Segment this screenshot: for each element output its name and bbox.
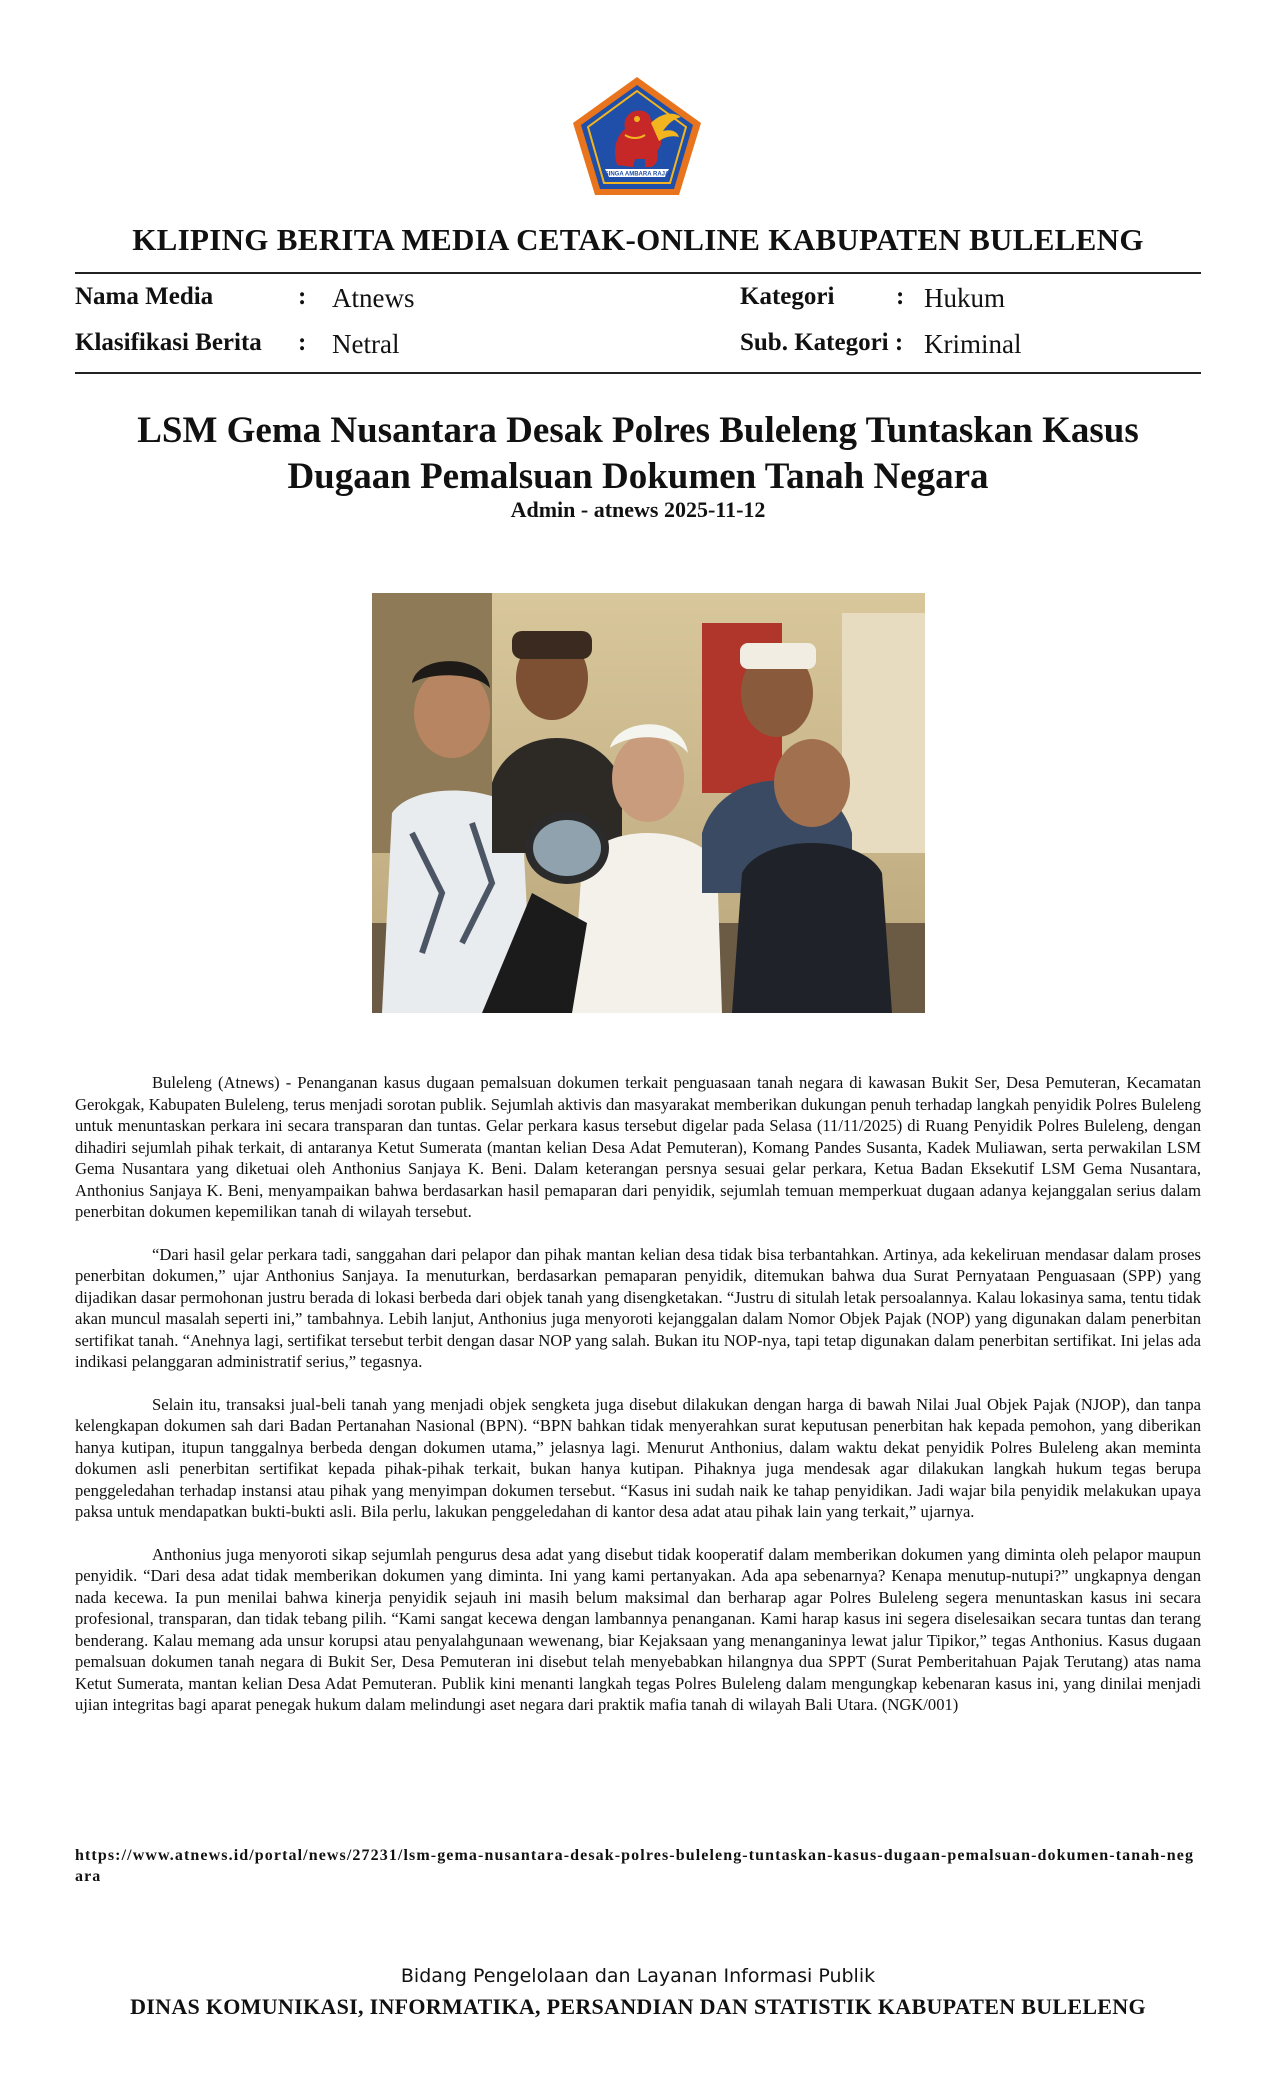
singa-ambara-raja-icon [565,73,709,201]
group-photo-icon [372,593,925,1013]
source-url-link[interactable]: https://www.atnews.id/portal/news/27231/lsm-gema-nusantara-desak-polres-buleleng-tuntaskan-kasus-dugaan-pemalsuan-dokumen-tanah-negara [75,1847,1195,1885]
article-paragraph: “Dari hasil gelar perkara tadi, sanggahan dari pelapor dan pihak mantan kelian desa tidak bisa terbantahkan. Artinya, ada kekeliruan mendasar dalam proses penerbitan dokumen,” ujar Anthonius Sanjaya. Ia menuturkan, berdasarkan pemaparan penyidik, ditemukan bahwa dua Surat Pernyataan Penguasaan (SPP) yang dijadikan dasar permohonan justru berada di lokasi berbeda dari objek tanah yang disengketakan. “Justru di situlah letak persoalannya. Kalau lokasinya sama, tentu tidak akan muncul masalah seperti ini,” tambahnya. Lebih lanjut, Anthonius juga menyoroti kejanggalan dalam Nomor Objek Pajak (NOP) yang digunakan dalam penerbitan sertifikat tanah. “Anehnya lagi, sertifikat tersebut terbit dengan dasar NOP yang salah. Bukan itu NOP-nya, tapi tetap digunakan dalam penerbitan sertifikat. Ini jelas ada indikasi pelanggaran administratif serius,” tegasnya. [75,1244,1201,1371]
klasifikasi-label: Klasifikasi Berita [75,329,262,356]
article-body [75,1072,1201,1737]
article-paragraph: Anthonius juga menyoroti sikap sejumlah pengurus desa adat yang disebut tidak kooperatif dalam memberikan dokumen yang diminta oleh pelapor maupun penyidik. “Dari desa adat tidak memberikan dokumen yang diminta. Ini yang kami pertanyakan. Ada apa sebenarnya? Kenapa menutup-nutupi?” ungkapnya dengan nada kecewa. Ia pun menilai bahwa kinerja penyidik sejauh ini masih belum maksimal dan berharap agar Polres Buleleng segera menuntaskan kasus ini secara profesional, transparan, dan tidak tebang pilih. “Kami sangat kecewa dengan lambannya penanganan. Kami harap kasus ini segera diselesaikan secara tuntas dan terang benderang. Kalau memang ada unsur korupsi atau penyalahgunaan wewenang, biar Kejaksaan yang menanganinya lewat jalur Tipikor,” tegas Anthonius. Kasus dugaan pemalsuan dokumen tanah negara di Bukit Ser, Desa Pemuteran ini disebut telah menyebabkan hilangnya dua SPPT (Surat Pemberitahuan Pajak Terutang) atas nama Ketut Sumerata, mantan kelian Desa Adat Pemuteran. Publik kini menanti langkah tegas Polres Buleleng dalam mengungkap kebenaran kasus ini, yang dinilai menjadi ujian integritas bagi aparat penegak hukum dalam melindungi aset negara dari praktik mafia tanah di wilayah Bali Utara. (NGK/001) [75,1544,1201,1714]
subkategori-value: Kriminal [924,329,1022,359]
article-byline: Admin - atnews 2025-11-12 [510,497,766,522]
logo-motto: SINGA AMBARA RAJA [604,171,670,178]
footer-department-name: DINAS KOMUNIKASI, INFORMATIKA, PERSANDIAN DAN STATISTIK KABUPATEN BULELENG [130,1994,1146,2019]
media-value: Atnews [332,283,415,313]
klasifikasi-value: Netral [332,329,400,359]
subkategori-label: Sub. Kategori : [740,329,904,356]
kategori-colon: : [896,283,905,310]
kategori-value: Hukum [924,283,1005,313]
footer-unit-name: Bidang Pengelolaan dan Layanan Informasi Publik [400,1965,876,1987]
media-colon: : [298,283,307,310]
header-top-divider [75,272,1201,274]
article-photo [372,593,925,1013]
document-header-title: KLIPING BERITA MEDIA CETAK-ONLINE KABUPATEN BULELENG [132,222,1144,257]
header-bottom-divider [75,372,1201,374]
klasifikasi-colon: : [298,329,307,356]
article-paragraph: Selain itu, transaksi jual-beli tanah yang menjadi objek sengketa juga disebut dilakukan dengan harga di bawah Nilai Jual Objek Pajak (NJOP), dan tanpa kelengkapan dokumen sah dari Badan Pertanahan Nasional (BPN). “BPN bahkan tidak menyerahkan surat keputusan penerbitan hak kepada pemohon, yang diberikan hanya kutipan, itupun tanggalnya berbeda dengan dokumen utama,” jelasnya lagi. Menurut Anthonius, dalam waktu dekat penyidik Polres Buleleng akan meminta dokumen asli penerbitan sertifikat kepada pihak-pihak terkait, bukan hanya kutipan. Pihaknya juga mendesak agar dilakukan langkah hukum tegas berupa penggeledahan terhadap instansi atau pihak yang menyimpan dokumen tersebut. “Kasus ini sudah naik ke tahap penyidikan. Jadi wajar bila penyidik melakukan upaya paksa untuk mendapatkan bukti-bukti asli. Bila perlu, lakukan penggeledahan di kantor desa adat atau pihak lain yang terkait,” ujarnya. [75,1394,1201,1521]
article-headline: LSM Gema Nusantara Desak Polres Buleleng Tuntaskan Kasus Dugaan Pemalsuan Dokumen Tanah Negara [137,410,1139,497]
buleleng-emblem-logo [565,73,709,201]
kategori-label: Kategori [740,283,835,310]
article-paragraph: Buleleng (Atnews) - Penanganan kasus dugaan pemalsuan dokumen terkait penguasaan tanah negara di kawasan Bukit Ser, Desa Pemuteran, Kecamatan Gerokgak, Kabupaten Buleleng, terus menjadi sorotan publik. Sejumlah aktivis dan masyarakat memberikan dukungan penuh terhadap langkah penyidik Polres Buleleng untuk menuntaskan perkara ini secara transparan dan tuntas. Gelar perkara kasus tersebut digelar pada Selasa (11/11/2025) di Ruang Penyidik Polres Buleleng, dengan dihadiri sejumlah pihak terkait, di antaranya Ketut Sumerata (mantan kelian Desa Adat Pemuteran), Komang Pandes Susanta, Kadek Muliawan, serta perwakilan LSM Gema Nusantara yang diketuai oleh Anthonius Sanjaya K. Beni. Dalam keterangan persnya sesuai gelar perkara, Ketua Badan Eksekutif LSM Gema Nusantara, Anthonius Sanjaya K. Beni, menyampaikan bahwa berdasarkan hasil pemaparan dari penyidik, sejumlah temuan memperkuat dugaan adanya kejanggalan serius dalam penerbitan dokumen kepemilikan tanah di wilayah tersebut. [75,1073,1201,1221]
media-label: Nama Media [75,283,214,310]
